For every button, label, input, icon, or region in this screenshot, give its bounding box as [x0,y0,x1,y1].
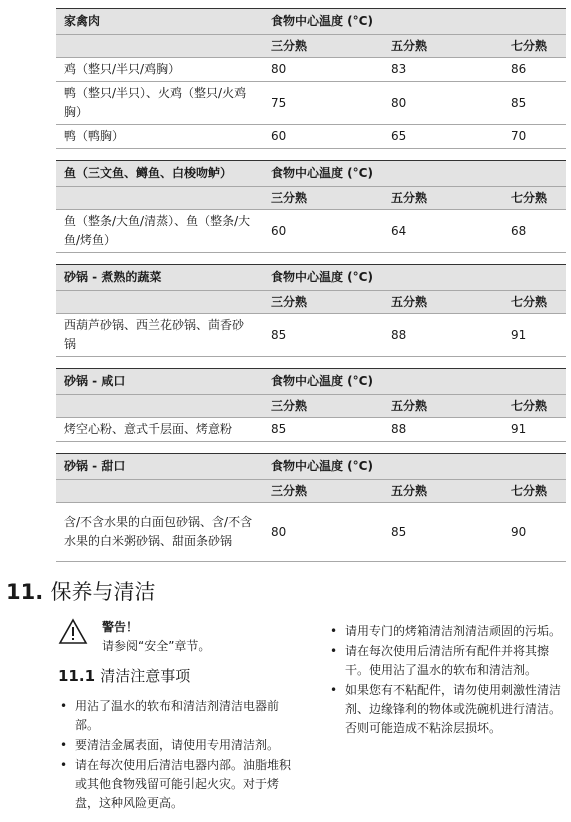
table-row [56,125,566,149]
temperature-table [56,453,566,562]
table-row [56,82,566,125]
doneness-label: 五分熟 [383,291,503,314]
category-header: 砂锅 - 咸口 [56,369,263,395]
doneness-header-row [56,480,566,503]
empty-header-cell [56,291,263,314]
doneness-header-row [56,291,566,314]
table-row [56,314,566,357]
table-header-row [56,454,566,480]
category-header: 砂锅 - 煮熟的蔬菜 [56,265,263,291]
temp-value: 90 [503,503,566,562]
category-header: 家禽肉 [56,9,263,35]
temp-value: 60 [263,210,383,253]
warning-title: 警告！ [102,620,139,634]
table-row [56,418,566,442]
doneness-label: 七分熟 [503,291,566,314]
bullet-list-right [328,622,564,739]
doneness-label: 三分熟 [263,480,383,503]
food-name: 西葫芦砂锅、西兰花砂锅、茴香砂锅 [56,314,263,357]
temp-value: 68 [503,210,566,253]
empty-header-cell [56,187,263,210]
temp-header: 食物中心温度 (°C) [263,9,566,35]
food-name: 鱼（整条/大鱼/清蒸）、鱼（整条/大鱼/烤鱼） [56,210,263,253]
temp-value: 80 [263,503,383,562]
doneness-label: 三分熟 [263,395,383,418]
temp-header: 食物中心温度 (°C) [263,369,566,395]
warning-triangle-icon [58,618,88,645]
temp-value: 91 [503,418,566,442]
doneness-header-row [56,187,566,210]
list-item: • 请用专门的烤箱清洁剂清洁顽固的污垢。 [328,622,564,641]
list-item: • 如果您有不粘配件，请勿使用刺激性清洁剂、边缘锋利的物体或洗碗机进行清洁。否则可能造成不粘涂层损坏。 [328,681,564,738]
doneness-label: 五分熟 [383,395,503,418]
doneness-label: 五分熟 [383,480,503,503]
doneness-header-row [56,35,566,58]
temp-value: 85 [383,503,503,562]
category-header: 砂锅 - 甜口 [56,454,263,480]
table-header-row [56,369,566,395]
list-item: • 请在每次使用后清洁电器内部。油脂堆积或其他食物残留可能引起火灾。对于烤盘，这种风险更高。 [58,756,298,813]
food-name: 烤空心粉、意式千层面、烤意粉 [56,418,263,442]
empty-header-cell [56,35,263,58]
doneness-header-row [56,395,566,418]
temp-value: 80 [383,82,503,125]
list-item: • 用沾了温水的软布和清洁剂清洁电器前部。 [58,697,298,735]
temp-header: 食物中心温度 (°C) [263,454,566,480]
warning-box [58,618,308,658]
doneness-label: 七分熟 [503,480,566,503]
subsection-title-text: 清洁注意事项 [100,667,191,685]
doneness-label: 七分熟 [503,187,566,210]
temp-value: 80 [263,58,383,82]
temp-header: 食物中心温度 (°C) [263,265,566,291]
bullet-list-left [58,697,298,814]
list-item: • 要清洁金属表面，请使用专用清洁剂。 [58,736,298,755]
warning-text: 请参阅“安全”章节。 [102,639,211,653]
list-item: • 请在每次使用后清洁所有配件并将其擦干。使用沾了温水的软布和清洁剂。 [328,642,564,680]
food-name: 含/不含水果的白面包砂锅、含/不含水果的白米粥砂锅、甜面条砂锅 [56,503,263,562]
table-row [56,210,566,253]
table-header-row [56,161,566,187]
temp-value: 86 [503,58,566,82]
food-name: 鸡（整只/半只/鸡胸） [56,58,263,82]
temperature-table [56,8,566,149]
section-number: 11. [6,580,44,604]
temperature-tables [56,8,566,573]
doneness-label: 七分熟 [503,395,566,418]
temp-value: 88 [383,314,503,357]
food-name: 鸭（整只/半只）、火鸡（整只/火鸡胸） [56,82,263,125]
empty-header-cell [56,480,263,503]
doneness-label: 五分熟 [383,187,503,210]
temperature-table [56,160,566,253]
empty-header-cell [56,395,263,418]
doneness-label: 七分熟 [503,35,566,58]
table-row [56,503,566,562]
temp-value: 64 [383,210,503,253]
temp-value: 85 [503,82,566,125]
temp-value: 91 [503,314,566,357]
table-row [56,58,566,82]
doneness-label: 三分熟 [263,291,383,314]
section-title-text: 保养与清洁 [50,580,156,604]
doneness-label: 三分熟 [263,35,383,58]
table-header-row [56,265,566,291]
temp-value: 88 [383,418,503,442]
subsection-title [58,665,190,686]
subsection-number: 11.1 [58,667,96,685]
temp-header: 食物中心温度 (°C) [263,161,566,187]
temp-value: 83 [383,58,503,82]
temp-value: 85 [263,314,383,357]
temp-value: 85 [263,418,383,442]
section-title [6,576,156,606]
table-header-row [56,9,566,35]
temp-value: 70 [503,125,566,149]
food-name: 鸭（鸭胸） [56,125,263,149]
temp-value: 65 [383,125,503,149]
category-header: 鱼（三文鱼、鳟鱼、白梭吻鲈） [56,161,263,187]
doneness-label: 三分熟 [263,187,383,210]
temperature-table [56,264,566,357]
doneness-label: 五分熟 [383,35,503,58]
temperature-table [56,368,566,442]
temp-value: 75 [263,82,383,125]
temp-value: 60 [263,125,383,149]
